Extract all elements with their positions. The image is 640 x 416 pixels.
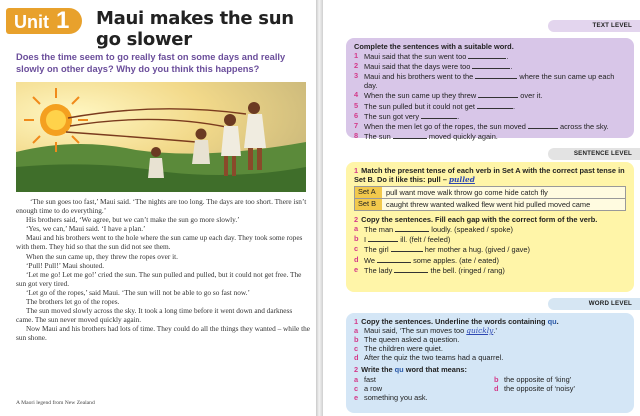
text-level-exercise — [346, 38, 634, 141]
exercise-item: a The man loudly. (speaked / spoke) — [354, 224, 513, 235]
exercise-item: 5 The sun pulled but it could not get . — [354, 100, 516, 111]
exercise-item: b the opposite of ‘king’ — [494, 374, 572, 384]
source-footnote: A Maori legend from New Zealand — [16, 400, 95, 406]
word-level-banner: WORD LEVEL — [548, 298, 640, 310]
story-paragraph: ‘Yes, we can,’ Maui said. ‘I have a plan.’ — [26, 224, 146, 234]
exercise-item: d After the quiz the two teams had a quarrel. — [354, 353, 504, 363]
story-illustration — [16, 82, 306, 192]
exercise-heading: 2 Copy the sentences. Fill each gap with the correct form of the verb. — [354, 215, 598, 225]
right-page — [323, 0, 640, 416]
word-level-exercise — [346, 313, 634, 413]
exercise-item: a Maui said, ‘The sun moves too quickly.’ — [354, 326, 498, 336]
set-a-row: Set A pull want move walk throw go come hide catch fly — [354, 186, 626, 199]
story-paragraph: ‘Let me go! Let me go!’ cried the sun. The sun pulled and pulled, but it could not get free. The sun got very tired. — [16, 269, 302, 288]
exercise-item: c a row — [354, 383, 383, 393]
sun-icon — [24, 88, 88, 152]
exercise-heading: 1 Match the present tense of each verb in Set A with the correct past tense in Set B. Do it like this: pull – pulled — [354, 166, 625, 185]
story-paragraph: Maui and his brothers went to the hole where the sun came up each day. They took some ropes with them. They hid so that the sun did not see them. — [16, 233, 303, 252]
exercise-heading: 2 Write the qu word that means: — [354, 365, 467, 375]
unit-number: 1 — [56, 7, 70, 34]
unit-tab — [6, 8, 82, 34]
unit-label: Unit — [14, 12, 49, 32]
page-title: Maui makes the sun go slower — [96, 8, 294, 50]
sentence-level-exercise — [346, 162, 634, 292]
set-b-row: Set B caught threw wanted walked flew went hid pulled moved came — [354, 199, 626, 211]
intro-question: Does the time seem to go really fast on some days and really slowly on other days? Why do you think this happens? — [16, 52, 286, 74]
left-page — [0, 0, 316, 416]
handwritten-example: pulled — [448, 175, 475, 185]
story-paragraph: His brothers said, ‘We agree, but we can’t make the sun go more slowly.’ — [26, 215, 240, 225]
exercise-heading: 1 Copy the sentences. Underline the words containing qu. — [354, 317, 559, 326]
story-paragraph: ‘Let go of the ropes,’ said Maui. ‘The sun will not be able to go so fast now.’ — [26, 287, 250, 297]
exercise-item: 1 Maui said that the sun went too . — [354, 51, 509, 62]
story-paragraph: The sun moved slowly across the sky. It took a long time before it went down and darkness came. The sun never moved quickly again. — [16, 306, 293, 325]
exercise-item: 8 The sun moved quickly again. — [354, 130, 498, 141]
exercise-item: 3 Maui and his brothers went to the where the sun came up each day. — [354, 71, 615, 91]
handwritten-example: quickly — [466, 326, 494, 336]
exercise-item: c The girl her mother a hug. (gived / gave) — [354, 244, 530, 255]
text-level-banner: TEXT LEVEL — [548, 20, 640, 32]
exercise-item: a fast — [354, 374, 376, 384]
story-paragraph: ‘Pull! Pull!’ Maui shouted. — [26, 260, 105, 270]
exercise-heading: Complete the sentences with a suitable word. — [354, 42, 514, 51]
exercise-item: d the opposite of ‘noisy’ — [494, 383, 576, 393]
exercise-item: 6 The sun got very . — [354, 110, 460, 121]
exercise-item: b The queen asked a question. — [354, 335, 460, 345]
exercise-item: b I ill. (felt / feeled) — [354, 234, 451, 245]
exercise-item: e The lady the bell. (ringed / rang) — [354, 264, 505, 275]
story-paragraph: ‘The sun goes too fast,’ Maui said. ‘The nights are too long. The days are too short. There isn’t enough time to do everything.’ — [16, 197, 307, 216]
exercise-item: d We some apples. (ate / eated) — [354, 254, 499, 265]
exercise-item: 4 When the sun came up they threw over it. — [354, 90, 543, 101]
word-options — [354, 375, 626, 402]
story-paragraph: Now Maui and his brothers had lots of time. They could do all the things they wanted – while the sun shone. — [16, 324, 310, 343]
book-gutter — [316, 0, 323, 416]
sentence-level-banner: SENTENCE LEVEL — [548, 148, 640, 160]
story-text — [16, 197, 310, 343]
story-paragraph: When the sun came up, they threw the ropes over it. — [26, 251, 178, 261]
exercise-item: 2 Maui said that the days were too . — [354, 61, 513, 72]
exercise-item: c The children were quiet. — [354, 344, 443, 354]
story-paragraph: The brothers let go of the ropes. — [26, 297, 120, 307]
exercise-item: e something you ask. — [354, 392, 428, 402]
exercise-item: 7 When the men let go of the ropes, the sun moved across the sky. — [354, 120, 609, 131]
